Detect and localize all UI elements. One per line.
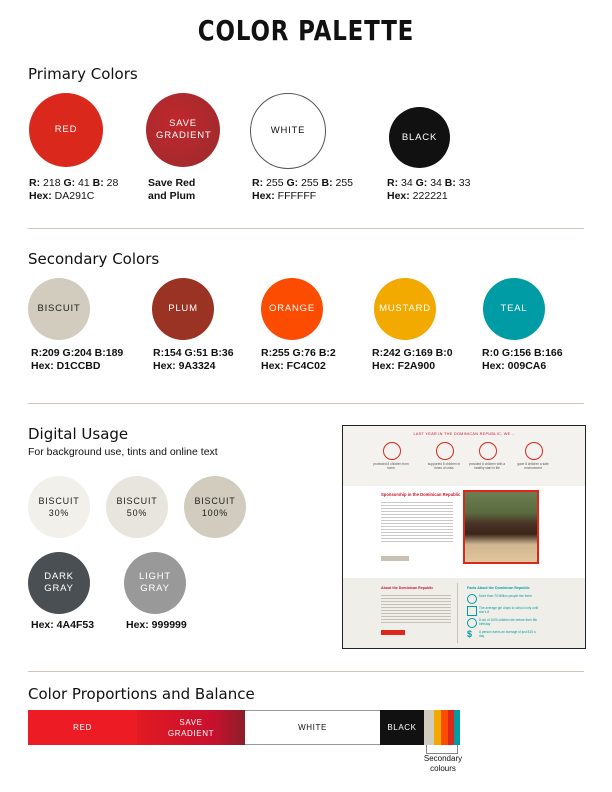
biscuit-30-label: BISCUIT	[38, 496, 80, 506]
teal-label: TEAL	[500, 303, 528, 314]
black-swatch	[389, 107, 450, 168]
red-hex: Hex: DA291C	[29, 190, 95, 202]
divider	[28, 228, 584, 229]
plum-hex: Hex: 9A3324	[153, 360, 216, 372]
red-spec	[29, 177, 118, 203]
person-icon	[467, 618, 477, 628]
thumbnail-column-divider	[457, 583, 458, 643]
cross-icon	[525, 442, 543, 460]
thumbnail-stat-3: provided 8 children with a healthy start in life	[468, 462, 506, 470]
thumbnail-about-button	[381, 630, 405, 635]
thumbnail-stat-4: gave 8 children a safe environment	[517, 462, 549, 470]
biscuit-100-percent: 100%	[201, 508, 229, 518]
save-gradient-swatch	[146, 93, 220, 167]
white-hex: Hex: FFFFFF	[252, 190, 317, 202]
teal-swatch	[483, 278, 545, 340]
thumbnail-photo	[465, 492, 537, 562]
stripe-orange	[441, 710, 448, 745]
biscuit-100-swatch	[184, 476, 246, 538]
divider	[28, 671, 584, 672]
hands-icon	[436, 442, 454, 460]
shield-icon	[383, 442, 401, 460]
mustard-swatch	[374, 278, 436, 340]
thumbnail-banner: LAST YEAR IN THE DOMINICAN REPUBLIC, WE...	[413, 432, 515, 436]
plum-rgb: R:154 G:51 B:36	[153, 347, 234, 359]
orange-hex: Hex: FC4C02	[261, 360, 326, 372]
red-rgb: R: 218 G: 41 B: 28	[29, 177, 119, 189]
thumbnail-fact-2: The average girl drops to school only until she's 8	[479, 606, 539, 614]
save-gradient-desc-2: and Plum	[148, 190, 196, 202]
save-gradient-label: SAVE GRADIENT	[156, 118, 212, 141]
proportions-heading: Color Proportions and Balance	[28, 685, 255, 703]
digital-usage-subheading: For background use, tints and online text	[28, 446, 218, 458]
thumbnail-stats-band	[343, 426, 585, 486]
stripe-biscuit	[424, 710, 434, 745]
biscuit-hex: Hex: D1CCBD	[31, 360, 101, 372]
dark-gray-swatch	[28, 552, 90, 614]
teal-hex: Hex: 009CA6	[482, 360, 547, 372]
orange-swatch	[261, 278, 323, 340]
save-gradient-desc-1: Save Red	[148, 177, 196, 189]
thumbnail-stat-2: supported 8 children in times of crisis	[427, 462, 461, 470]
mustard-hex: Hex: F2A900	[372, 360, 436, 372]
thumbnail-footer	[343, 578, 585, 648]
stripe-teal	[454, 710, 460, 745]
thumbnail-stat-1: protected 8 children from harm	[373, 462, 409, 470]
orange-spec	[261, 347, 336, 373]
biscuit-swatch	[28, 278, 90, 340]
thumbnail-feature-button	[381, 556, 409, 561]
dollar-icon: $	[467, 629, 473, 639]
thumbnail-fact-4: A person earns an average of just $15 a day	[479, 630, 536, 638]
thumbnail-fact-3: 8 out of 1000 children die before their 5th birthday	[479, 618, 538, 626]
biscuit-50-percent: 50%	[126, 508, 148, 518]
dark-gray-hex: Hex: 4A4F53	[31, 619, 95, 631]
thumbnail-feature-text	[381, 500, 453, 544]
secondary-colours-note: Secondary colours	[423, 754, 463, 773]
mustard-rgb: R:242 G:169 B:0	[372, 347, 453, 359]
dark-gray-label-1: DARK	[44, 571, 74, 582]
page-title: COLOR PALETTE	[197, 14, 415, 47]
proportion-red-label: RED	[73, 723, 92, 732]
biscuit-50-swatch	[106, 476, 168, 538]
white-spec	[252, 177, 353, 203]
thumbnail-about-title: About the Dominican Republic	[381, 586, 434, 590]
light-gray-label-2: GRAY	[140, 583, 170, 594]
light-gray-swatch	[124, 552, 186, 614]
biscuit-rgb: R:209 G:204 B:189	[31, 347, 124, 359]
primary-colors-heading: Primary Colors	[28, 65, 138, 83]
thumbnail-facts-title: Facts About the Dominican Republic	[467, 586, 530, 590]
divider	[28, 403, 584, 404]
dark-gray-label-2: GRAY	[44, 583, 74, 594]
teal-spec	[482, 347, 563, 373]
white-label: WHITE	[270, 125, 306, 136]
biscuit-30-swatch	[28, 476, 90, 538]
website-example-thumbnail	[342, 425, 586, 649]
proportion-save-gradient	[137, 710, 245, 745]
mustard-label: MUSTARD	[379, 303, 431, 314]
black-label: BLACK	[401, 131, 438, 143]
teal-rgb: R:0 G:156 B:166	[482, 347, 563, 359]
plum-label: PLUM	[168, 303, 198, 314]
proportion-black-label: BLACK	[387, 723, 417, 732]
thumbnail-about-text	[381, 593, 451, 623]
biscuit-100-label: BISCUIT	[194, 496, 236, 506]
biscuit-50-label: BISCUIT	[116, 496, 158, 506]
heart-icon	[479, 442, 497, 460]
orange-rgb: R:255 G:76 B:2	[261, 347, 336, 359]
orange-label: ORANGE	[269, 303, 315, 314]
white-swatch	[250, 93, 326, 169]
thumbnail-feature	[343, 486, 585, 578]
proportion-save-gradient-label: SAVE GRADIENT	[167, 717, 215, 738]
thumbnail-feature-title: Sponsorship in the Dominican Republic	[381, 492, 461, 497]
biscuit-spec	[31, 347, 123, 373]
biscuit-30-percent: 30%	[48, 508, 70, 518]
people-icon	[467, 594, 477, 604]
black-hex: Hex: 222221	[387, 190, 448, 202]
thumbnail-fact-1: More than 70 Million people live there	[479, 594, 532, 598]
plum-swatch	[152, 278, 214, 340]
proportion-white-label: WHITE	[298, 723, 327, 732]
secondary-bracket	[426, 745, 458, 754]
black-rgb: R: 34 G: 34 B: 33	[387, 177, 471, 189]
digital-usage-heading: Digital Usage	[28, 425, 129, 443]
plum-spec	[153, 347, 234, 373]
stripe-mustard	[434, 710, 441, 745]
graduation-cap-icon	[467, 606, 477, 616]
biscuit-label: BISCUIT	[37, 303, 81, 314]
proportion-black	[380, 710, 424, 745]
proportion-red	[28, 710, 137, 745]
black-spec	[387, 177, 471, 203]
save-gradient-spec	[148, 177, 195, 203]
proportion-white	[245, 710, 380, 745]
red-label: RED	[54, 124, 78, 135]
light-gray-label-1: LIGHT	[139, 571, 171, 582]
light-gray-hex: Hex: 999999	[126, 619, 187, 631]
mustard-spec	[372, 347, 453, 373]
proportion-bar	[28, 710, 460, 745]
white-rgb: R: 255 G: 255 B: 255	[252, 177, 354, 189]
secondary-colors-heading: Secondary Colors	[28, 250, 160, 268]
red-swatch	[29, 93, 103, 167]
